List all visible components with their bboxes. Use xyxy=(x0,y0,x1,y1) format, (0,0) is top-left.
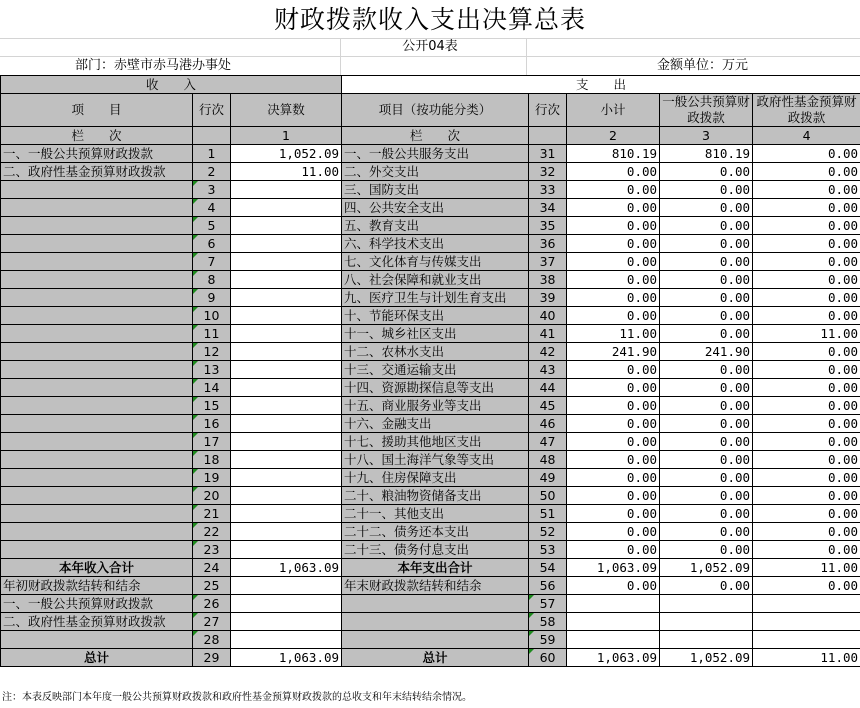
income-item xyxy=(1,181,193,199)
expense-gov-fund: 0.00 xyxy=(753,451,860,469)
income-row-no: 29 xyxy=(193,649,231,667)
expense-item: 一、一般公共服务支出 xyxy=(342,145,529,163)
expense-general-budget: 0.00 xyxy=(660,199,753,217)
income-item xyxy=(1,505,193,523)
expense-row-no: 56 xyxy=(529,577,567,595)
expense-item: 二十二、债务还本支出 xyxy=(342,523,529,541)
income-amount xyxy=(231,181,342,199)
expense-item: 十六、金融支出 xyxy=(342,415,529,433)
income-item xyxy=(1,289,193,307)
table-row xyxy=(1,451,860,469)
income-item xyxy=(1,415,193,433)
expense-subtotal: 0.00 xyxy=(567,217,660,235)
income-row-no: 17 xyxy=(193,433,231,451)
expense-item: 十五、商业服务业等支出 xyxy=(342,397,529,415)
expense-general-budget: 1,052.09 xyxy=(660,559,753,577)
expense-row-no: 33 xyxy=(529,181,567,199)
expense-row-no: 42 xyxy=(529,343,567,361)
income-amount xyxy=(231,595,342,613)
expense-subtotal: 1,063.09 xyxy=(567,559,660,577)
column-number: 4 xyxy=(753,127,860,145)
expense-gov-fund: 0.00 xyxy=(753,181,860,199)
col-header-item: 项 目 xyxy=(1,94,193,127)
expense-general-budget: 0.00 xyxy=(660,433,753,451)
expense-row-no: 44 xyxy=(529,379,567,397)
expense-gov-fund: 0.00 xyxy=(753,361,860,379)
col-header-row-no: 行次 xyxy=(529,94,567,127)
expense-subtotal: 0.00 xyxy=(567,253,660,271)
expense-item: 八、社会保障和就业支出 xyxy=(342,271,529,289)
table-row xyxy=(1,253,860,271)
column-number: 3 xyxy=(660,127,753,145)
expense-item: 十三、交通运输支出 xyxy=(342,361,529,379)
table-row xyxy=(1,433,860,451)
income-item xyxy=(1,361,193,379)
income-item: 一、一般公共预算财政拨款 xyxy=(1,145,193,163)
expense-gov-fund: 0.00 xyxy=(753,541,860,559)
table-row xyxy=(1,361,860,379)
expense-general-budget xyxy=(660,595,753,613)
table-row xyxy=(1,559,860,577)
expense-gov-fund: 0.00 xyxy=(753,163,860,181)
expense-gov-fund: 0.00 xyxy=(753,217,860,235)
column-number-blank xyxy=(529,127,567,145)
expense-item: 年末财政拨款结转和结余 xyxy=(342,577,529,595)
expense-item: 本年支出合计 xyxy=(342,559,529,577)
expense-gov-fund: 0.00 xyxy=(753,343,860,361)
income-amount xyxy=(231,505,342,523)
expense-item: 二十一、其他支出 xyxy=(342,505,529,523)
expense-gov-fund: 0.00 xyxy=(753,523,860,541)
expense-general-budget: 0.00 xyxy=(660,289,753,307)
expense-general-budget xyxy=(660,631,753,649)
income-row-no: 24 xyxy=(193,559,231,577)
expense-row-no: 36 xyxy=(529,235,567,253)
expense-subtotal: 11.00 xyxy=(567,325,660,343)
expense-subtotal: 810.19 xyxy=(567,145,660,163)
expense-general-budget: 0.00 xyxy=(660,451,753,469)
table-row xyxy=(1,523,860,541)
col-header-func-item: 项目（按功能分类） xyxy=(342,94,529,127)
income-row-no: 9 xyxy=(193,289,231,307)
expense-gov-fund: 0.00 xyxy=(753,505,860,523)
expense-item: 十二、农林水支出 xyxy=(342,343,529,361)
income-item xyxy=(1,451,193,469)
expense-row-no: 35 xyxy=(529,217,567,235)
expense-general-budget: 0.00 xyxy=(660,379,753,397)
expense-subtotal: 0.00 xyxy=(567,397,660,415)
page-title: 财政拨款收入支出决算总表 xyxy=(273,5,586,34)
column-number: 1 xyxy=(231,127,342,145)
expense-row-no: 47 xyxy=(529,433,567,451)
expense-row-no: 34 xyxy=(529,199,567,217)
expense-row-no: 57 xyxy=(529,595,567,613)
expense-gov-fund: 0.00 xyxy=(753,271,860,289)
expense-row-no: 52 xyxy=(529,523,567,541)
income-amount xyxy=(231,307,342,325)
expense-gov-fund: 0.00 xyxy=(753,199,860,217)
column-label: 栏 次 xyxy=(1,127,193,145)
income-item xyxy=(1,433,193,451)
expense-item: 九、医疗卫生与计划生育支出 xyxy=(342,289,529,307)
income-row-no: 6 xyxy=(193,235,231,253)
income-item xyxy=(1,199,193,217)
expense-general-budget: 0.00 xyxy=(660,163,753,181)
department-label: 部门：赤壁市赤马港办事处 xyxy=(75,58,232,73)
expense-row-no: 43 xyxy=(529,361,567,379)
income-row-no: 13 xyxy=(193,361,231,379)
expense-gov-fund: 0.00 xyxy=(753,289,860,307)
expense-general-budget: 0.00 xyxy=(660,235,753,253)
expense-item: 三、国防支出 xyxy=(342,181,529,199)
income-row-no: 5 xyxy=(193,217,231,235)
gridline xyxy=(340,38,341,76)
expense-general-budget: 0.00 xyxy=(660,577,753,595)
expense-gov-fund: 0.00 xyxy=(753,487,860,505)
income-amount xyxy=(231,325,342,343)
expense-general-budget: 0.00 xyxy=(660,541,753,559)
income-row-no: 28 xyxy=(193,631,231,649)
expense-general-budget: 0.00 xyxy=(660,523,753,541)
expense-item: 十八、国土海洋气象等支出 xyxy=(342,451,529,469)
expense-gov-fund: 11.00 xyxy=(753,325,860,343)
table-row xyxy=(1,595,860,613)
expense-subtotal: 0.00 xyxy=(567,523,660,541)
income-amount xyxy=(231,469,342,487)
income-item xyxy=(1,379,193,397)
expense-item: 十、节能环保支出 xyxy=(342,307,529,325)
expense-gov-fund xyxy=(753,613,860,631)
expense-gov-fund: 11.00 xyxy=(753,649,860,667)
table-row xyxy=(1,217,860,235)
table-row xyxy=(1,271,860,289)
col-header-final-amount: 决算数 xyxy=(231,94,342,127)
column-label: 栏 次 xyxy=(342,127,529,145)
expense-subtotal xyxy=(567,595,660,613)
income-amount xyxy=(231,613,342,631)
table-row xyxy=(1,181,860,199)
income-item: 本年收入合计 xyxy=(1,559,193,577)
income-item xyxy=(1,217,193,235)
expense-gov-fund: 0.00 xyxy=(753,235,860,253)
table-row xyxy=(1,541,860,559)
income-amount xyxy=(231,343,342,361)
income-row-no: 18 xyxy=(193,451,231,469)
expense-subtotal: 0.00 xyxy=(567,307,660,325)
income-amount xyxy=(231,433,342,451)
col-header-gov-fund: 政府性基金预算财政拨款 xyxy=(753,94,860,127)
expense-item xyxy=(342,631,529,649)
table-row xyxy=(1,307,860,325)
expense-gov-fund: 0.00 xyxy=(753,577,860,595)
unit-label: 金额单位：万元 xyxy=(657,58,749,73)
table-row xyxy=(1,199,860,217)
expense-item: 二、外交支出 xyxy=(342,163,529,181)
expense-gov-fund xyxy=(753,595,860,613)
income-item: 总计 xyxy=(1,649,193,667)
income-row-no: 19 xyxy=(193,469,231,487)
table-row xyxy=(1,415,860,433)
income-amount xyxy=(231,397,342,415)
table-row xyxy=(1,379,860,397)
expense-item: 二十、粮油物资储备支出 xyxy=(342,487,529,505)
expense-gov-fund: 11.00 xyxy=(753,559,860,577)
expense-general-budget: 0.00 xyxy=(660,415,753,433)
income-row-no: 4 xyxy=(193,199,231,217)
footnote: 注：本表反映部门本年度一般公共预算财政拨款和政府性基金预算财政拨款的总收支和年末结转结余情况。 xyxy=(2,692,472,703)
expense-general-budget xyxy=(660,613,753,631)
income-item xyxy=(1,487,193,505)
income-amount xyxy=(231,217,342,235)
expense-general-budget: 0.00 xyxy=(660,217,753,235)
income-row-no: 14 xyxy=(193,379,231,397)
income-row-no: 10 xyxy=(193,307,231,325)
income-item xyxy=(1,253,193,271)
income-item xyxy=(1,325,193,343)
income-row-no: 3 xyxy=(193,181,231,199)
table-row xyxy=(1,343,860,361)
expense-row-no: 51 xyxy=(529,505,567,523)
income-amount xyxy=(231,271,342,289)
expense-row-no: 50 xyxy=(529,487,567,505)
form-code: 公开04表 xyxy=(402,39,458,54)
income-row-no: 2 xyxy=(193,163,231,181)
income-section-header: 收 入 xyxy=(1,76,342,94)
income-amount xyxy=(231,361,342,379)
expense-row-no: 60 xyxy=(529,649,567,667)
expense-subtotal xyxy=(567,613,660,631)
income-amount xyxy=(231,415,342,433)
income-amount: 1,063.09 xyxy=(231,559,342,577)
income-row-no: 16 xyxy=(193,415,231,433)
expense-subtotal: 0.00 xyxy=(567,289,660,307)
income-row-no: 1 xyxy=(193,145,231,163)
income-amount xyxy=(231,289,342,307)
table-row xyxy=(1,577,860,595)
income-row-no: 26 xyxy=(193,595,231,613)
expense-subtotal: 0.00 xyxy=(567,361,660,379)
table-row xyxy=(1,487,860,505)
expense-subtotal: 0.00 xyxy=(567,577,660,595)
income-amount xyxy=(231,199,342,217)
expense-gov-fund xyxy=(753,631,860,649)
column-number: 2 xyxy=(567,127,660,145)
income-item xyxy=(1,523,193,541)
table-row xyxy=(1,505,860,523)
header-row-column-numbers xyxy=(1,127,860,145)
expense-subtotal: 0.00 xyxy=(567,433,660,451)
income-row-no: 27 xyxy=(193,613,231,631)
expense-row-no: 54 xyxy=(529,559,567,577)
expense-gov-fund: 0.00 xyxy=(753,433,860,451)
expense-general-budget: 0.00 xyxy=(660,487,753,505)
expense-item: 二十三、债务付息支出 xyxy=(342,541,529,559)
expense-subtotal: 0.00 xyxy=(567,199,660,217)
expense-item xyxy=(342,595,529,613)
col-header-subtotal: 小计 xyxy=(567,94,660,127)
expense-gov-fund: 0.00 xyxy=(753,397,860,415)
expense-general-budget: 0.00 xyxy=(660,361,753,379)
income-row-no: 7 xyxy=(193,253,231,271)
gridline xyxy=(526,38,527,76)
expense-item: 七、文化体育与传媒支出 xyxy=(342,253,529,271)
expense-general-budget: 0.00 xyxy=(660,505,753,523)
expense-subtotal: 0.00 xyxy=(567,451,660,469)
col-header-row-no: 行次 xyxy=(193,94,231,127)
income-row-no: 8 xyxy=(193,271,231,289)
income-amount xyxy=(231,523,342,541)
income-item: 一、一般公共预算财政拨款 xyxy=(1,595,193,613)
expense-item: 六、科学技术支出 xyxy=(342,235,529,253)
expense-gov-fund: 0.00 xyxy=(753,415,860,433)
income-row-no: 20 xyxy=(193,487,231,505)
expense-row-no: 40 xyxy=(529,307,567,325)
expense-row-no: 41 xyxy=(529,325,567,343)
income-amount: 11.00 xyxy=(231,163,342,181)
expense-item xyxy=(342,613,529,631)
expense-section-header: 支 出 xyxy=(342,76,860,94)
table-row xyxy=(1,163,860,181)
expense-row-no: 49 xyxy=(529,469,567,487)
expense-item: 五、教育支出 xyxy=(342,217,529,235)
expense-gov-fund: 0.00 xyxy=(753,379,860,397)
expense-general-budget: 241.90 xyxy=(660,343,753,361)
income-row-no: 21 xyxy=(193,505,231,523)
income-amount: 1,063.09 xyxy=(231,649,342,667)
income-amount xyxy=(231,577,342,595)
income-amount xyxy=(231,487,342,505)
expense-gov-fund: 0.00 xyxy=(753,253,860,271)
table-row xyxy=(1,631,860,649)
expense-gov-fund: 0.00 xyxy=(753,469,860,487)
income-item xyxy=(1,271,193,289)
expense-row-no: 46 xyxy=(529,415,567,433)
income-row-no: 15 xyxy=(193,397,231,415)
expense-subtotal: 0.00 xyxy=(567,271,660,289)
expense-row-no: 45 xyxy=(529,397,567,415)
income-row-no: 22 xyxy=(193,523,231,541)
table-row xyxy=(1,235,860,253)
expense-item: 十七、援助其他地区支出 xyxy=(342,433,529,451)
table-row xyxy=(1,649,860,667)
expense-general-budget: 0.00 xyxy=(660,325,753,343)
expense-item: 总计 xyxy=(342,649,529,667)
expense-item: 十九、住房保障支出 xyxy=(342,469,529,487)
expense-row-no: 59 xyxy=(529,631,567,649)
income-amount xyxy=(231,541,342,559)
income-item: 二、政府性基金预算财政拨款 xyxy=(1,613,193,631)
expense-subtotal: 0.00 xyxy=(567,541,660,559)
income-amount xyxy=(231,235,342,253)
table-row xyxy=(1,325,860,343)
expense-row-no: 58 xyxy=(529,613,567,631)
expense-subtotal: 0.00 xyxy=(567,469,660,487)
expense-row-no: 53 xyxy=(529,541,567,559)
expense-item: 四、公共安全支出 xyxy=(342,199,529,217)
expense-general-budget: 0.00 xyxy=(660,181,753,199)
header-row-columns xyxy=(1,94,860,127)
expense-subtotal: 0.00 xyxy=(567,415,660,433)
expense-general-budget: 1,052.09 xyxy=(660,649,753,667)
expense-gov-fund: 0.00 xyxy=(753,145,860,163)
expense-subtotal: 1,063.09 xyxy=(567,649,660,667)
income-item xyxy=(1,307,193,325)
income-item: 二、政府性基金预算财政拨款 xyxy=(1,163,193,181)
expense-general-budget: 810.19 xyxy=(660,145,753,163)
expense-general-budget: 0.00 xyxy=(660,307,753,325)
expense-subtotal: 0.00 xyxy=(567,163,660,181)
income-item xyxy=(1,397,193,415)
income-amount xyxy=(231,631,342,649)
header-row-sections xyxy=(1,76,860,94)
expense-row-no: 48 xyxy=(529,451,567,469)
table-row xyxy=(1,289,860,307)
expense-row-no: 37 xyxy=(529,253,567,271)
income-item xyxy=(1,343,193,361)
income-row-no: 23 xyxy=(193,541,231,559)
expense-subtotal: 0.00 xyxy=(567,505,660,523)
income-amount xyxy=(231,379,342,397)
income-row-no: 11 xyxy=(193,325,231,343)
expense-gov-fund: 0.00 xyxy=(753,307,860,325)
budget-table xyxy=(0,75,860,667)
expense-subtotal xyxy=(567,631,660,649)
income-amount xyxy=(231,451,342,469)
expense-general-budget: 0.00 xyxy=(660,271,753,289)
table-row xyxy=(1,145,860,163)
income-item: 年初财政拨款结转和结余 xyxy=(1,577,193,595)
expense-item: 十四、资源勘探信息等支出 xyxy=(342,379,529,397)
income-row-no: 12 xyxy=(193,343,231,361)
expense-subtotal: 0.00 xyxy=(567,235,660,253)
income-item xyxy=(1,541,193,559)
expense-subtotal: 0.00 xyxy=(567,181,660,199)
expense-row-no: 31 xyxy=(529,145,567,163)
expense-subtotal: 0.00 xyxy=(567,379,660,397)
expense-general-budget: 0.00 xyxy=(660,397,753,415)
table-row xyxy=(1,613,860,631)
income-item xyxy=(1,469,193,487)
expense-general-budget: 0.00 xyxy=(660,469,753,487)
expense-item: 十一、城乡社区支出 xyxy=(342,325,529,343)
income-row-no: 25 xyxy=(193,577,231,595)
expense-subtotal: 241.90 xyxy=(567,343,660,361)
column-number-blank xyxy=(193,127,231,145)
expense-subtotal: 0.00 xyxy=(567,487,660,505)
income-item xyxy=(1,631,193,649)
col-header-general-budget: 一般公共预算财政拨款 xyxy=(660,94,753,127)
income-amount: 1,052.09 xyxy=(231,145,342,163)
table-row xyxy=(1,397,860,415)
expense-row-no: 39 xyxy=(529,289,567,307)
table-row xyxy=(1,469,860,487)
expense-row-no: 38 xyxy=(529,271,567,289)
expense-general-budget: 0.00 xyxy=(660,253,753,271)
income-item xyxy=(1,235,193,253)
expense-row-no: 32 xyxy=(529,163,567,181)
income-amount xyxy=(231,253,342,271)
